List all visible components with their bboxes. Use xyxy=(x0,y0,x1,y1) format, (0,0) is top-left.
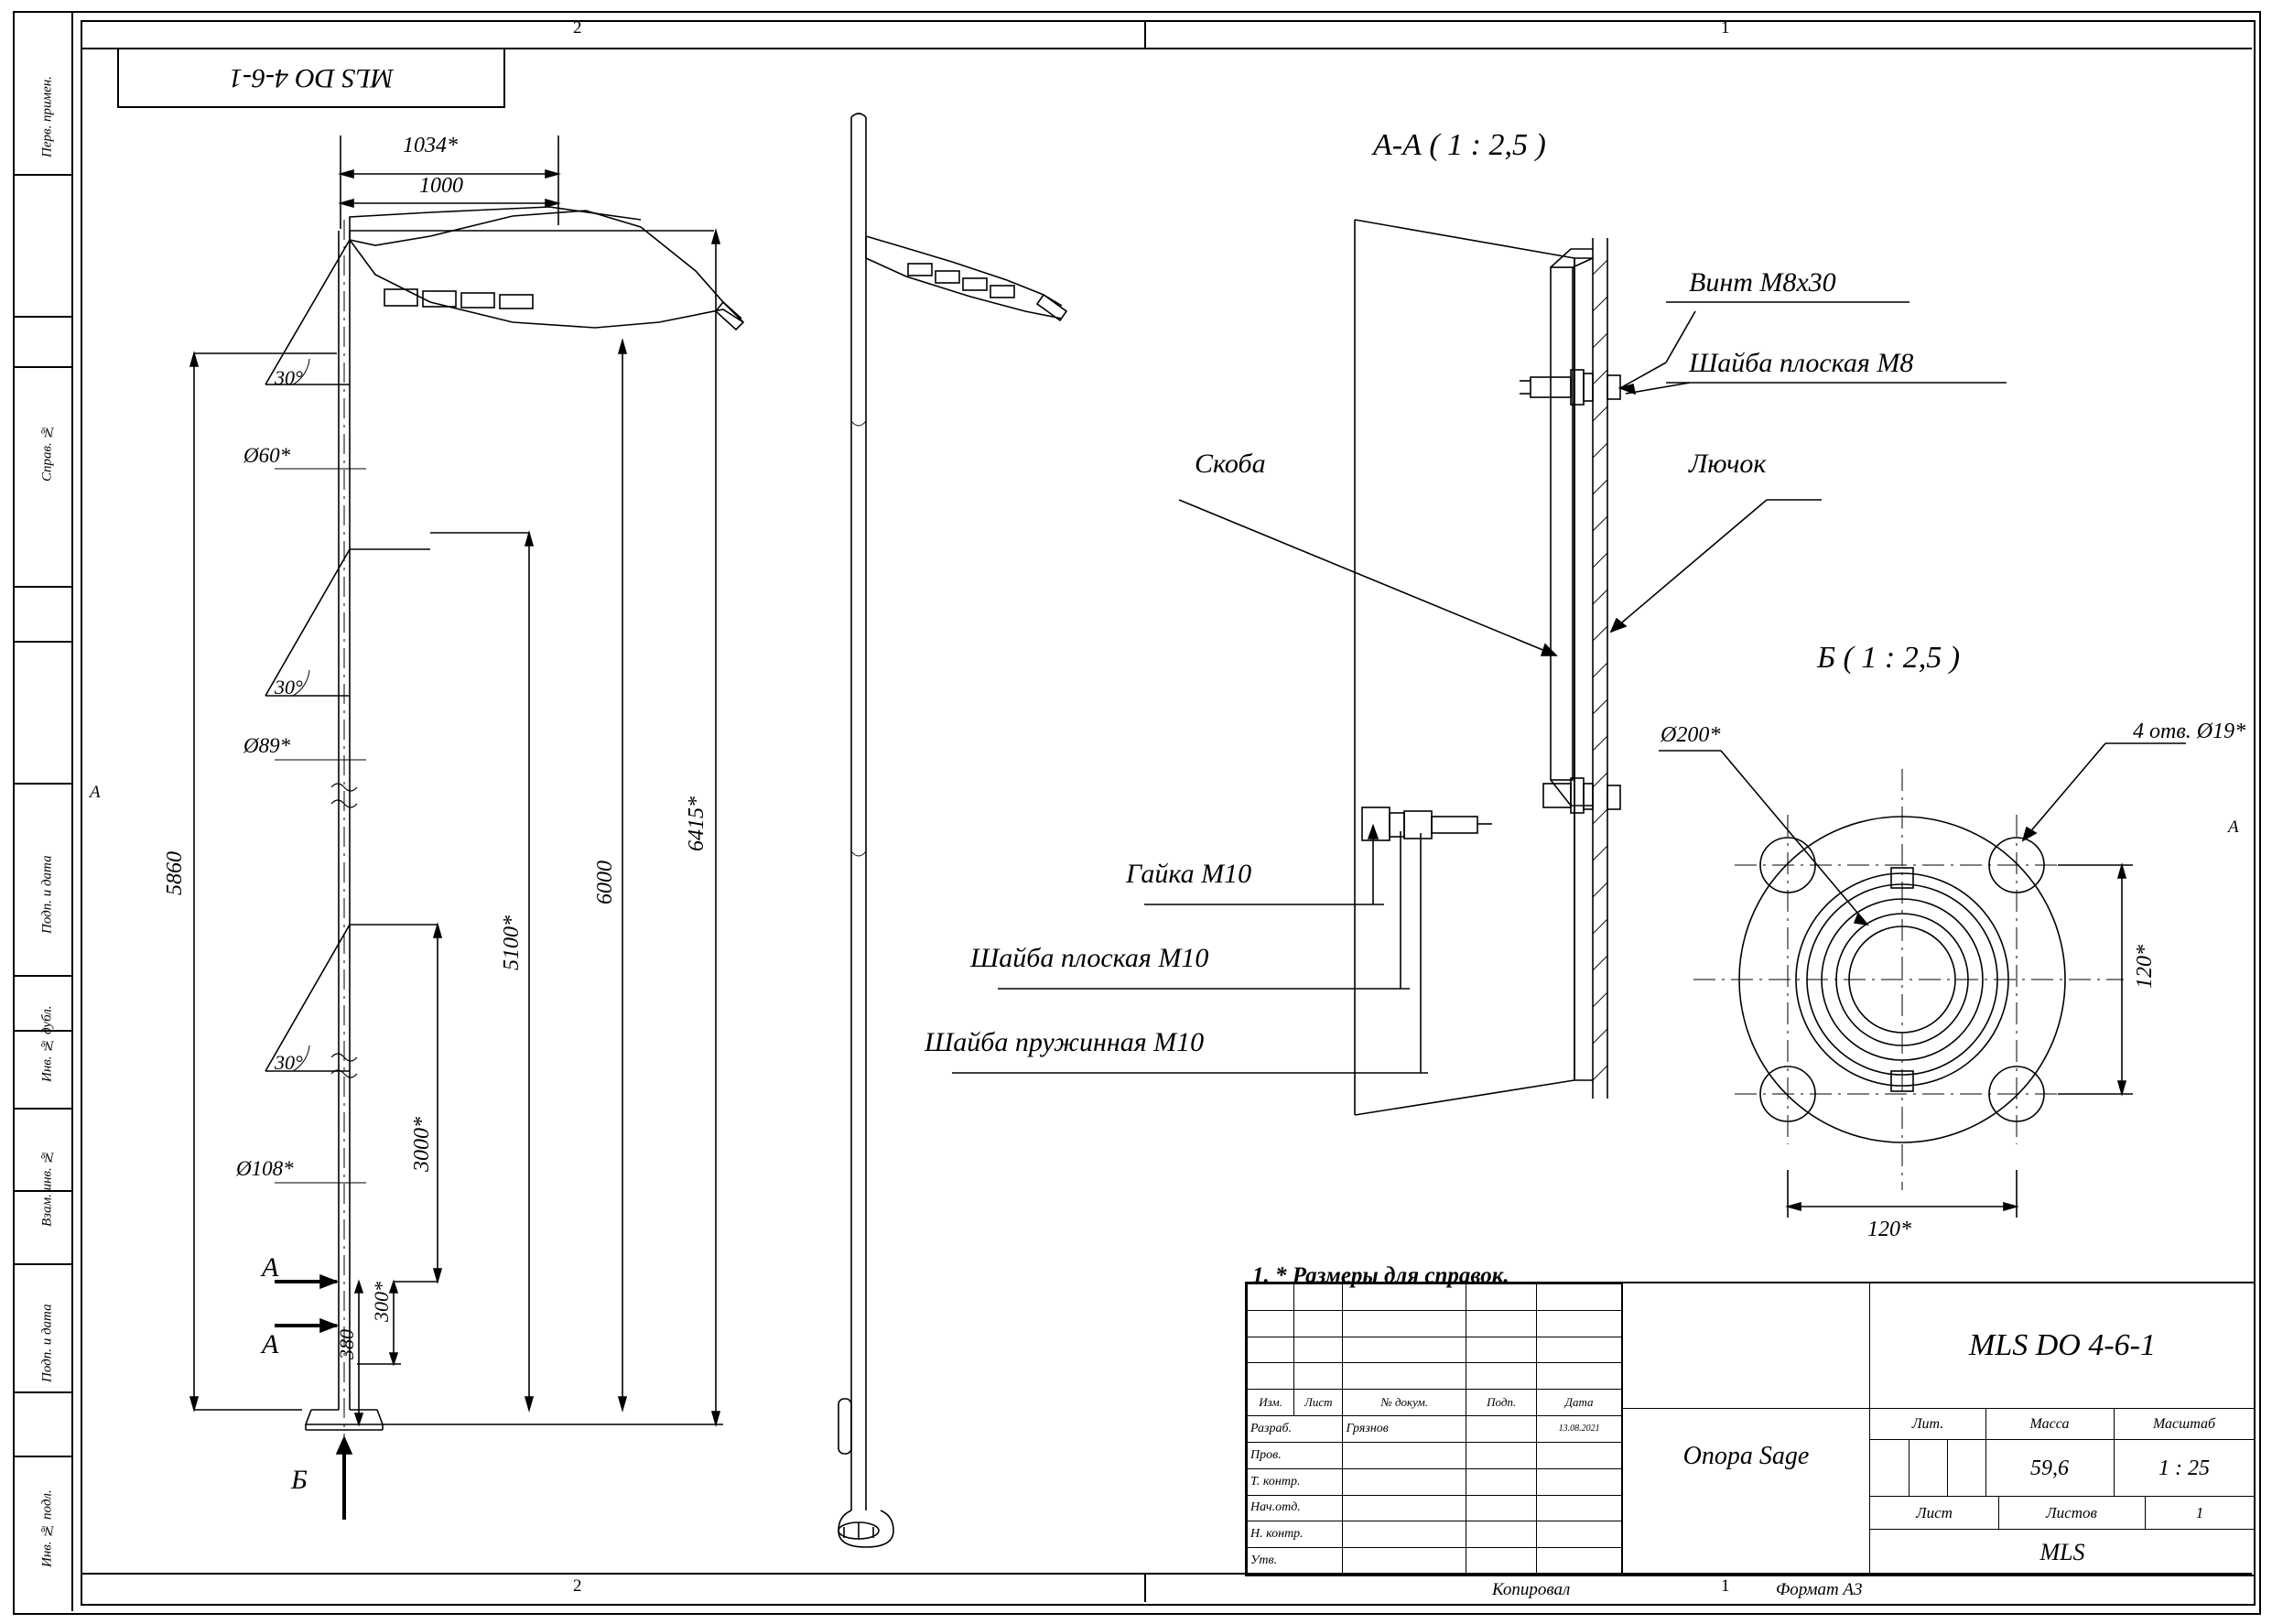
zone-label-top-left: 2 xyxy=(573,18,582,38)
mass-value: 59,6 xyxy=(2030,1456,2069,1480)
margin-label-3: Инв. № дубл. xyxy=(39,1005,55,1082)
row-name-0: Грязнов xyxy=(1343,1416,1466,1443)
callout-washer-flat-m10: Шайба плоская М10 xyxy=(970,943,1209,973)
company-name: MLS xyxy=(2039,1539,2085,1565)
dim-300: 300* xyxy=(370,1282,393,1322)
sheet-row xyxy=(1869,1496,2255,1530)
section-aa-title: А-А ( 1 : 2,5 ) xyxy=(1373,128,1546,162)
callout-bracket: Скоба xyxy=(1195,449,1266,479)
callout-washer-spring-m10: Шайба пружинная М10 xyxy=(925,1027,1205,1057)
dim-angle-3: 30° xyxy=(275,1051,303,1074)
sheet-label: Лист xyxy=(1916,1504,1953,1521)
row-role-5: Утв. xyxy=(1248,1548,1343,1575)
margin-label-1: Справ. № xyxy=(39,424,55,482)
row-date-0: 13.08.2021 xyxy=(1537,1416,1622,1443)
company-cell xyxy=(1869,1529,2255,1575)
callout-washer-flat-m8: Шайба плоская М8 xyxy=(1689,348,1914,378)
zone-letter-right: А xyxy=(2228,817,2239,837)
lit-header-row xyxy=(1869,1408,2255,1440)
dim-4-holes: 4 отв. Ø19* xyxy=(2133,720,2246,743)
format-note: Формат А3 xyxy=(1776,1580,1863,1599)
dim-3000: 3000* xyxy=(410,1117,434,1172)
detail-mark-b: Б xyxy=(291,1465,308,1495)
product-name-cell xyxy=(1622,1408,1869,1575)
margin-label-0: Перв. примен. xyxy=(39,76,55,157)
product-upper-blank xyxy=(1622,1283,1870,1408)
col-data: Дата xyxy=(1537,1390,1622,1416)
lit-label: Лит. xyxy=(1911,1416,1944,1432)
mass-label: Масса xyxy=(2029,1416,2070,1432)
dim-d60: Ø60* xyxy=(243,444,291,467)
dim-6415: 6415* xyxy=(685,796,709,851)
copy-note: Копировал xyxy=(1492,1580,1571,1599)
dim-1034: 1034* xyxy=(403,134,458,157)
row-role-4: Н. контр. xyxy=(1248,1521,1343,1548)
detail-b-title: Б ( 1 : 2,5 ) xyxy=(1817,641,1961,675)
designation-cell xyxy=(1869,1283,2255,1408)
dim-d108: Ø108* xyxy=(236,1157,294,1180)
lit-values-row xyxy=(1869,1439,2255,1497)
designation-text: MLS DO 4-6-1 xyxy=(1969,1328,2156,1362)
revision-table xyxy=(1247,1283,1622,1575)
row-role-2: Т. контр. xyxy=(1248,1468,1343,1495)
dim-d200: Ø200* xyxy=(1661,723,1721,747)
dim-6000: 6000 xyxy=(593,861,617,904)
zone-letter-left: А xyxy=(90,783,101,802)
dim-380: 380 xyxy=(335,1329,358,1359)
col-doc: № докум. xyxy=(1343,1390,1466,1416)
col-list: Лист xyxy=(1294,1390,1343,1416)
margin-label-2: Подп. и дата xyxy=(39,855,55,935)
callout-hatch: Лючок xyxy=(1689,449,1767,479)
designation-top-text: MLS DO 4-6-1 xyxy=(229,63,394,93)
zone-label-top-right: 1 xyxy=(1721,18,1730,38)
sheets-value: 1 xyxy=(2195,1504,2204,1521)
callout-nut-m10: Гайка М10 xyxy=(1126,859,1252,889)
col-izm: Изм. xyxy=(1248,1390,1294,1416)
scale-label: Масштаб xyxy=(2152,1416,2216,1432)
section-mark-a-top: А xyxy=(262,1252,279,1283)
title-block xyxy=(1245,1282,2256,1576)
row-role-0: Разраб. xyxy=(1248,1416,1343,1443)
section-mark-a-bottom: А xyxy=(262,1329,279,1359)
margin-label-4: Взам. инв. № xyxy=(39,1149,55,1227)
dim-1000: 1000 xyxy=(419,174,463,198)
dim-5860: 5860 xyxy=(163,851,187,895)
col-podp: Подп. xyxy=(1466,1390,1537,1416)
callout-screw-m8: Винт М8х30 xyxy=(1689,267,1836,298)
technical-requirements: 1. * Размеры для справок. xyxy=(1252,1263,1509,1288)
margin-label-6: Инв. № подл. xyxy=(39,1489,55,1568)
zone-label-bottom-right: 1 xyxy=(1721,1576,1730,1596)
zone-label-bottom-left: 2 xyxy=(573,1576,582,1596)
dim-angle-1: 30° xyxy=(275,366,303,389)
sheets-label: Листов xyxy=(2046,1504,2097,1521)
dim-5100: 5100* xyxy=(500,915,524,970)
dim-d89: Ø89* xyxy=(243,734,291,757)
dim-120-horizontal: 120* xyxy=(1867,1218,1911,1241)
product-name: Опора Sage xyxy=(1682,1442,1810,1470)
dim-angle-2: 30° xyxy=(275,676,303,698)
dim-120-vertical: 120* xyxy=(2133,945,2157,989)
scale-value: 1 : 25 xyxy=(2158,1456,2210,1480)
row-role-3: Нач.отд. xyxy=(1248,1495,1343,1521)
margin-label-5: Подп. и дата xyxy=(39,1304,55,1383)
row-role-1: Пров. xyxy=(1248,1442,1343,1468)
